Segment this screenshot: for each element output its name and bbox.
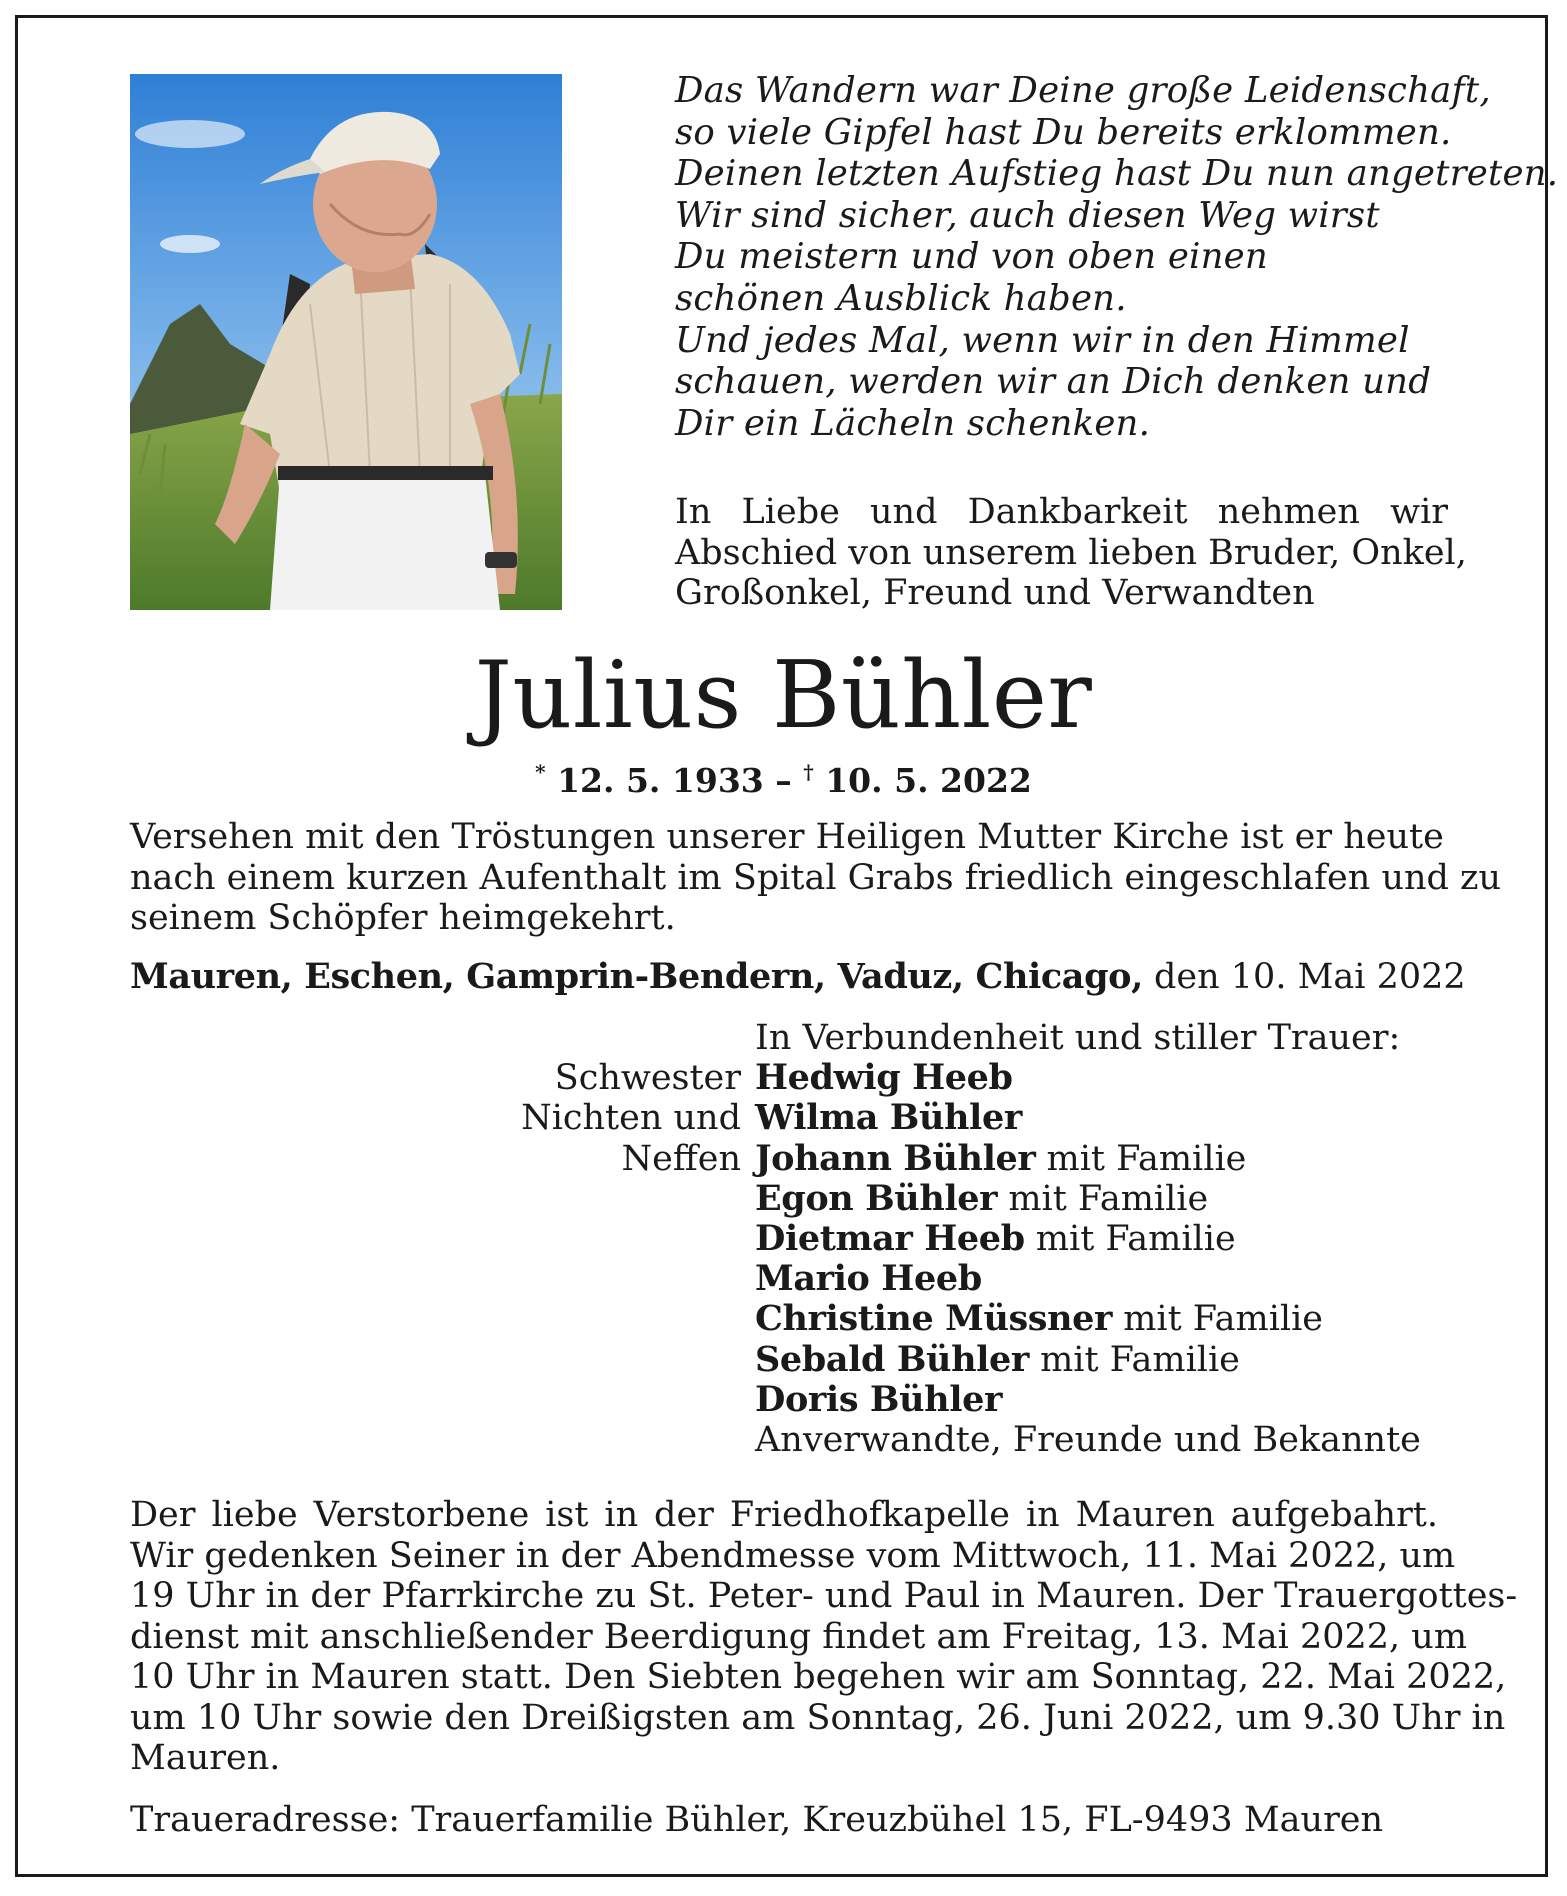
mourner-suffix: mit Familie (1028, 1339, 1240, 1380)
poem-line: so viele Gipfel hast Du bereits erklommen. (675, 111, 1452, 153)
mourner-relation (130, 1259, 755, 1299)
poem-line: Und jedes Mal, wenn wir in den Himmel (675, 319, 1410, 361)
paragraph-line: 19 Uhr in der Pfarrkirche zu St. Peter- und Paul in Mauren. Der Trauergottes- (130, 1576, 1518, 1616)
mourner-relation: Nichten und (521, 1098, 741, 1139)
portrait-photo (130, 74, 562, 610)
announcement-date: den 10. Mai 2022 (1142, 957, 1466, 997)
mourner-name: Wilma Bühler (755, 1097, 1022, 1139)
mourner-row (130, 1380, 1438, 1420)
poem-line: Das Wandern war Deine große Leidenschaft, (675, 70, 1491, 111)
mourner-relation (130, 1179, 755, 1219)
mourner-name: Hedwig Heeb (755, 1057, 1013, 1099)
mourner-relation (130, 1219, 755, 1259)
mourning-address: Traueradresse: Trauerfamilie Bühler, Kreuzbühel 15, FL-9493 Mauren (130, 1800, 1384, 1840)
mourner-row (130, 1058, 1438, 1098)
paragraph-line: um 10 Uhr sowie den Dreißigsten am Sonntag, 26. Juni 2022, um 9.30 Uhr in (130, 1697, 1506, 1738)
mourner-name: Doris Bühler (755, 1378, 1003, 1420)
mourner-name: Sebald Bühler (755, 1338, 1029, 1380)
announcement-paragraph (130, 817, 1502, 939)
mourner-row (130, 1139, 1438, 1179)
death-date: 10. 5. 2022 (825, 761, 1032, 800)
mourner-name: Mario Heeb (755, 1258, 982, 1300)
mourners-heading: In Verbundenheit und stiller Trauer: (755, 1018, 1401, 1058)
mourner-row (130, 1259, 1438, 1299)
mourner-row (130, 1179, 1438, 1219)
places: Mauren, Eschen, Gamprin-Bendern, Vaduz, Chicago, (130, 956, 1143, 997)
poem-line: schönen Ausblick haben. (675, 277, 1127, 319)
paragraph-line: Wir gedenken Seiner in der Abendmesse vom Mittwoch, 11. Mai 2022, um (130, 1535, 1456, 1576)
intro-line: In Liebe und Dankbarkeit nehmen wir (675, 492, 1448, 532)
poem-line: Wir sind sicher, auch diesen Weg wirst (675, 194, 1380, 236)
poem-line: Du meistern und von oben einen (675, 236, 1268, 278)
mourner-relation: Schwester (554, 1058, 741, 1099)
date-separator: – (763, 761, 804, 800)
mourner-name: Dietmar Heeb (755, 1218, 1025, 1260)
poem (675, 70, 1559, 444)
mourner-relation (130, 1340, 755, 1380)
intro-line: Großonkel, Freund und Verwandten (675, 573, 1315, 613)
birth-date: 12. 5. 1933 (557, 761, 764, 800)
mourner-row (130, 1340, 1438, 1380)
mourner-suffix: mit Familie (1024, 1219, 1236, 1260)
mourner-row (130, 1299, 1438, 1339)
mourner-relation: Neffen (621, 1138, 741, 1179)
birth-symbol: * (535, 760, 546, 784)
mourners-closing: Anverwandte, Freunde und Bekannte (755, 1420, 1421, 1461)
place-and-date (130, 956, 1466, 997)
portrait-illustration (130, 74, 562, 610)
paragraph-line: dienst mit anschließender Beerdigung findet am Freitag, 13. Mai 2022, um (130, 1616, 1468, 1657)
mourner-name: Johann Bühler (755, 1137, 1036, 1179)
poem-line: Deinen letzten Aufstieg hast Du nun angetreten. (675, 153, 1559, 195)
intro-text (675, 492, 1467, 614)
mourner-suffix: mit Familie (997, 1178, 1209, 1219)
paragraph-line: Mauren. (130, 1738, 281, 1778)
paragraph-line: Versehen mit den Tröstungen unserer Heiligen Mutter Kirche ist er heute (130, 817, 1444, 857)
mourner-relation (130, 1380, 755, 1420)
paragraph-line: nach einem kurzen Aufenthalt im Spital Grabs friedlich eingeschlafen und zu (130, 857, 1502, 898)
deceased-name: Julius Bühler (474, 641, 1093, 749)
intro-line: Abschied von unserem lieben Bruder, Onkel, (675, 532, 1467, 573)
paragraph-line: Der liebe Verstorbene ist in der Friedhofkapelle in Mauren aufgebahrt. (130, 1495, 1438, 1535)
mourner-name: Christine Müssner (755, 1298, 1113, 1340)
mourner-name: Egon Bühler (755, 1177, 998, 1219)
service-details-paragraph (130, 1495, 1518, 1779)
mourner-relation (130, 1299, 755, 1339)
mourner-suffix: mit Familie (1112, 1299, 1324, 1340)
mourners-list (130, 1018, 1438, 1460)
mourner-row (130, 1098, 1438, 1138)
death-symbol: † (803, 760, 814, 784)
mourner-row (130, 1219, 1438, 1259)
paragraph-line: 10 Uhr in Mauren statt. Den Siebten begehen wir am Sonntag, 22. Mai 2022, (130, 1657, 1507, 1697)
mourner-suffix: mit Familie (1035, 1138, 1247, 1179)
poem-line: Dir ein Lächeln schenken. (675, 402, 1151, 444)
paragraph-line: seinem Schöpfer heimgekehrt. (130, 898, 676, 938)
life-dates (0, 752, 1567, 801)
poem-line: schauen, werden wir an Dich denken und (675, 361, 1432, 403)
